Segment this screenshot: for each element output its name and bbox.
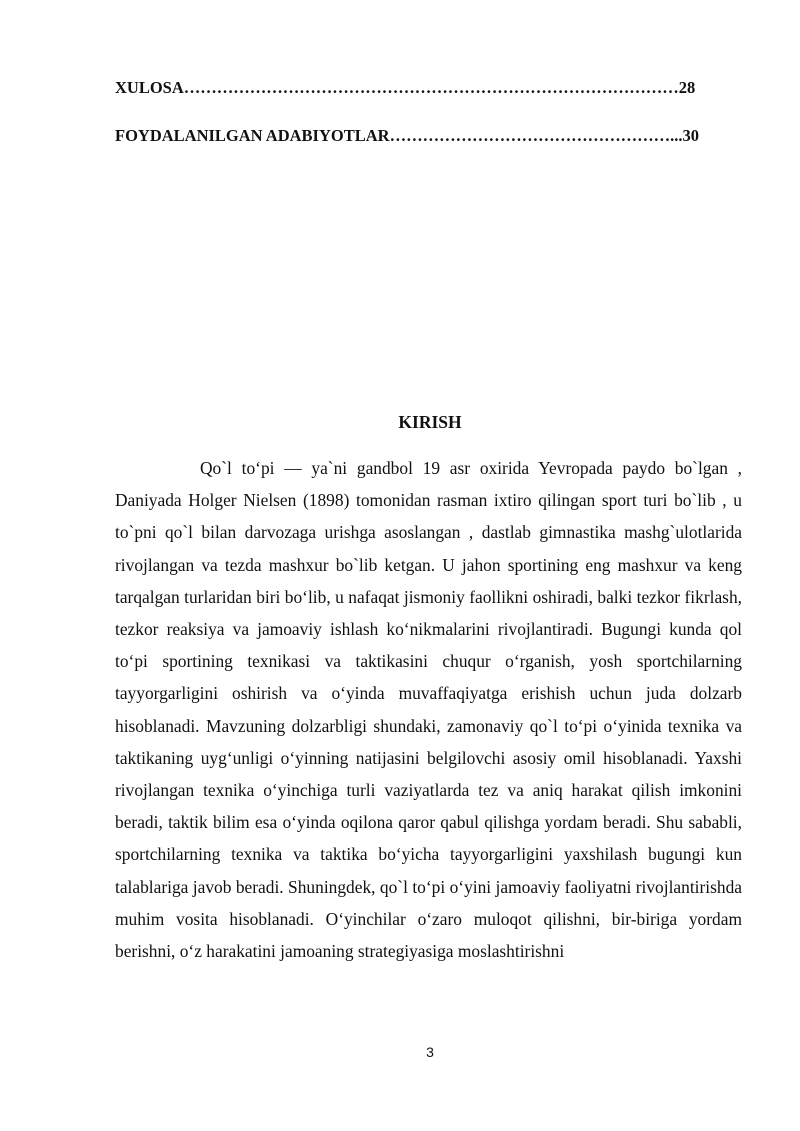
toc-entry-foydalanilgan-adabiyotlar: FOYDALANILGAN ADABIYOTLAR……………………………………………...30 — [115, 126, 699, 145]
toc-entry-xulosa: XULOSA………………………………………………………………………………28 — [115, 78, 696, 97]
section-heading: KIRISH — [398, 412, 462, 432]
body-paragraph: Qo`l to‘pi — ya`ni gandbol 19 asr oxirida Yevropada paydo bo`lgan , Daniyada Holger Nielsen (1898) tomonidan rasman ixtiro qilingan sport turi bo`lib , u to`pni qo`l bilan darvozaga urishga asoslangan , dastlab gimnastika mashg`ulotlarida rivojlangan va tezda mashxur bo`lib ketgan. U jahon sportining eng mashxur va keng tarqalgan turlaridan biri bo‘lib, u nafaqat jismoniy faollikni oshiradi, balki tezkor fikrlash, tezkor reaksiya va jamoaviy ishlash ko‘nikmalarini rivojlantiradi. Bugungi kunda qol to‘pi sportining texnikasi va taktikasini chuqur o‘rganish, yosh sportchilarning tayyorgarligini oshirish va o‘yinda muvaffaqiyatga erishish uchun juda dolzarb hisoblanadi. Mavzuning dolzarbligi shundaki, zamonaviy qo`l to‘pi o‘yinida texnika va taktikaning uyg‘unligi o‘yinning natijasini belgilovchi asosiy omil hisoblanadi. Yaxshi rivojlangan texnika o‘yinchiga turli vaziyatlarda tez va aniq harakat qilish imkonini beradi, taktik bilim esa o‘yinda oqilona qaror qabul qilishga yordam beradi. Shu sababli, sportchilarning texnika va taktika bo‘yicha tayyorgarligini yaxshilash bugungi kun talablariga javob beradi. Shuningdek, qo`l to‘pi o‘yini jamoaviy faoliyatni rivojlantirishda muhim vosita hisoblanadi. O‘yinchilar o‘zaro muloqot qilishni, bir-biriga yordam berishni, o‘z harakatini jamoaning strategiyasiga moslashtirishni — [115, 458, 742, 962]
page-number: 3 — [426, 1044, 434, 1060]
